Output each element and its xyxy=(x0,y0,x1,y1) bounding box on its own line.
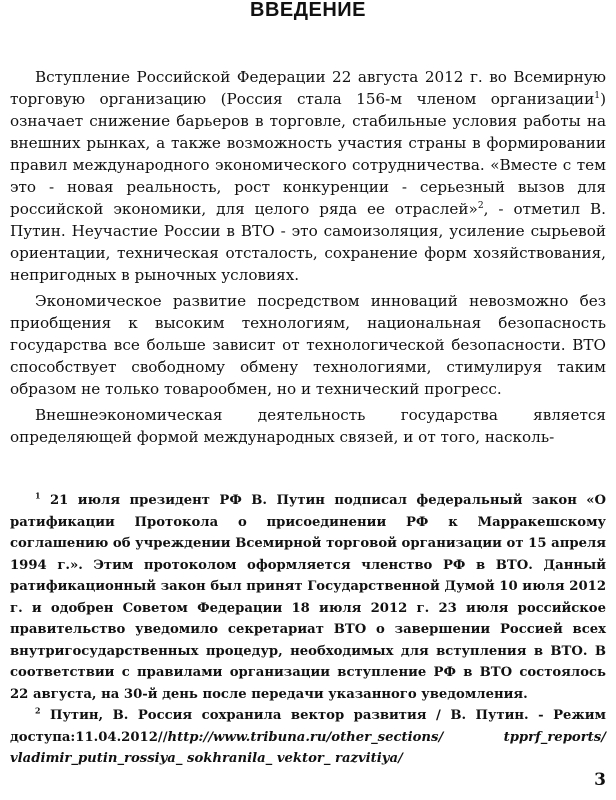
page-title: ВВЕДЕНИЕ xyxy=(250,0,366,21)
paragraph-2: Экономическое развитие посредством инноваций невозможно без приобщения к высоким технологиям, национальная безопасность государства все больше зависит от технологической безопасности. ВТО способствует свободному обмену технологиями, стимулируя таким образом не только товарообмен, но и технический прогресс. xyxy=(10,292,606,398)
paragraph-1-middle: ) означает снижение барьеров в торговле, стабильные условия работы на внешних рынках, а также возможность участия страны в формировании правил международного экономического сотрудничества. «Вместе с тем это - новая реальность, рост конкуренции - серьезный вызов для российской экономики, для целого ряда ее отраслей» xyxy=(10,90,606,218)
footnote-2-url[interactable]: http://www.tribuna.ru/other_sections/ tpprf_reports/ vladimir_putin_rossiya_ sokhranila_ vektor_ razvitiya/ xyxy=(10,729,606,766)
paragraph-1-start: Вступление Российской Федерации 22 августа 2012 г. во Всемирную торговую организацию (Россия стала 156-м членом организации xyxy=(10,68,606,108)
paragraph-3: Внешнеэкономическая деятельность государства является определяющей формой международных связей, и от того, насколь- xyxy=(10,406,606,446)
footnote-2 xyxy=(10,705,606,770)
main-text xyxy=(10,66,606,452)
paragraph-1-end: , - отметил В. Путин. Неучастие России в ВТО - это самоизоляция, усиление сырьевой ориентации, техническая отсталость, сохранение форм хозяйствования, непригодных в рыночных условиях. xyxy=(10,200,606,284)
footnotes xyxy=(10,490,606,770)
footnote-2-text: Путин, В. Россия сохранила вектор развития / В. Путин. - Режим доступа:11.04.2012// xyxy=(10,708,606,745)
footnote-ref-2[interactable]: 2 xyxy=(477,200,484,211)
page-number: 3 xyxy=(594,770,606,790)
footnote-mark-2: 2 xyxy=(35,706,41,716)
footnote-1 xyxy=(10,490,606,705)
footnote-1-text: 21 июля президент РФ В. Путин подписал федеральный закон «О ратификации Протокола о присоединении РФ к Марракешскому соглашению об учреждении Всемирной торговой организации от 15 апреля 1994 г.». Этим протоколом оформляется членство РФ в ВТО. Данный ратификационный закон был принят Государственной Думой 10 июля 2012 г. и одобрен Советом Федерации 18 июля 2012 г. 23 июля российское правительство уведомило секретариат ВТО о завершении Россией всех внутригосударственных процедур, необходимых для вступления в ВТО. В соответствии с правилами организации вступление РФ в ВТО состоялось 22 августа, на 30-й день после передачи указанного уведомления. xyxy=(10,493,607,702)
paragraph-1 xyxy=(10,66,606,286)
footnote-ref-1[interactable]: 1 xyxy=(594,90,601,101)
footnote-mark-1: 1 xyxy=(35,491,41,501)
